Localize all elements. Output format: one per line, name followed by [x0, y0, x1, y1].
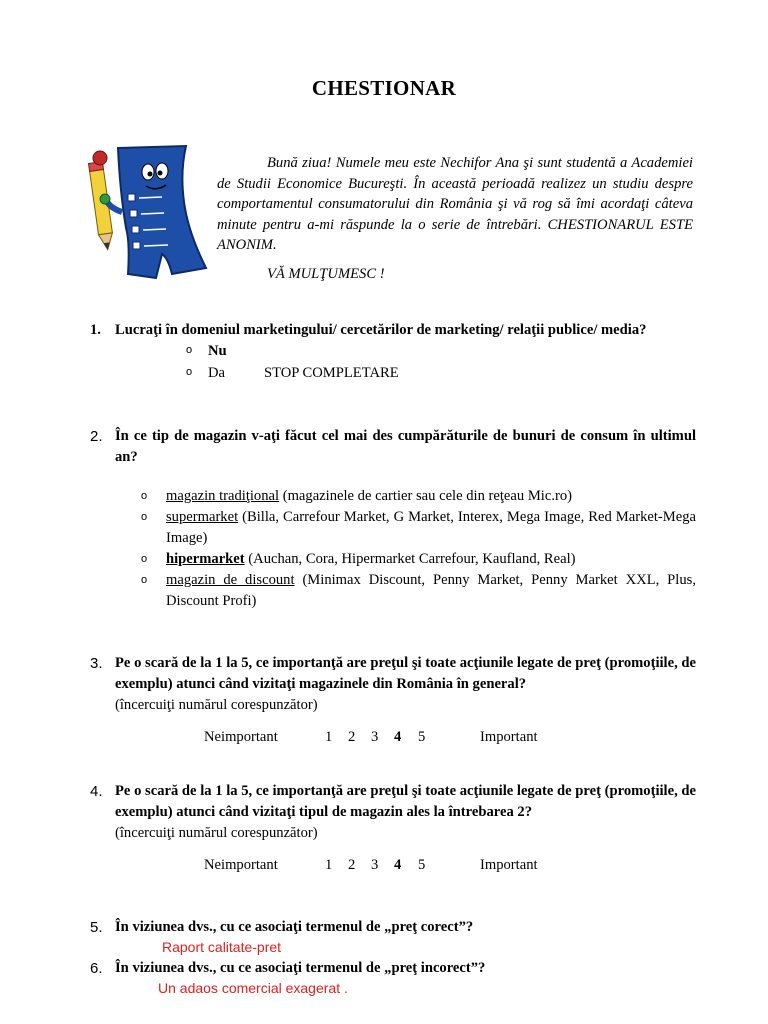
question-5 — [90, 917, 696, 938]
question-number: 6. — [90, 960, 103, 977]
question-hint: (încercuiţi numărul corespunzător) — [115, 697, 318, 713]
option-label: supermarket — [166, 509, 239, 525]
scale-value-1[interactable]: 1 — [325, 729, 333, 745]
question-4 — [90, 781, 696, 844]
option-label: Da — [208, 365, 226, 381]
option-da[interactable] — [186, 363, 486, 384]
answer-q5[interactable]: Raport calitate-pret — [162, 939, 282, 955]
answer-q6[interactable]: Un adaos comercial exagerat . — [158, 980, 348, 996]
option-magazin-traditional[interactable]: o magazin tradiţional (magazinele de cartier sau cele din reţeau Mic.ro) — [141, 488, 572, 504]
option-detail: (magazinele de cartier sau cele din reţeau Mic.ro) — [279, 488, 572, 504]
question-1 — [90, 320, 696, 341]
stop-note: STOP COMPLETARE — [264, 365, 399, 381]
scale-value-3[interactable]: 3 — [371, 857, 379, 873]
scale-value-4-selected[interactable]: 4 — [394, 857, 402, 873]
question-number: 5. — [90, 919, 103, 936]
option-hipermarket[interactable]: o hipermarket (Auchan, Cora, Hipermarket Carrefour, Kaufland, Real) — [141, 551, 576, 567]
question-number: 4. — [90, 783, 103, 800]
scale-value-5[interactable]: 5 — [418, 857, 426, 873]
question-text: În viziunea dvs., cu ce asociaţi termenul de „preţ corect”? — [115, 919, 474, 935]
option-bullet: o — [186, 366, 193, 378]
question-hint: (încercuiţi numărul corespunzător) — [115, 825, 318, 841]
intro-text: Bună ziua! Numele meu este Nechifor Ana şi sunt studentă a Academiei de Studii Economice Bucureşti. În această perioadă realizez un studiu despre comportamentul consumatorului din România şi vă rog să îmi acordaţi câteva minute pentru a-mi răspunde la o serie de întrebări. CHESTIONARUL ESTE ANONIM. — [217, 155, 693, 254]
option-label: magazin de discount — [166, 572, 295, 588]
option-detail: (Minimax Discount, Penny Market, Penny Market XXL, Plus, Discount Profi) — [166, 572, 696, 609]
question-number: 3. — [90, 655, 103, 672]
scale-low-label: Neimportant — [204, 857, 278, 873]
question-number: 2. — [90, 428, 103, 445]
document-title: CHESTIONAR — [311, 76, 457, 100]
option-magazin-discount[interactable]: o magazin de discount (Minimax Discount, Penny Market, Penny Market XXL, Plus, Discount Profi) — [141, 572, 696, 609]
q3-rating-scale — [0, 729, 768, 749]
question-text: În ce tip de magazin v-aţi făcut cel mai des cumpărăturile de bunuri de consum în ultimul an? — [115, 428, 696, 465]
option-supermarket[interactable]: o supermarket (Billa, Carrefour Market, G Market, Interex, Mega Image, Red Market-Mega Image) — [141, 509, 696, 546]
question-3 — [90, 653, 696, 716]
question-text: În viziunea dvs., cu ce asociaţi termenul de „preţ incorect”? — [115, 960, 486, 976]
scale-value-2[interactable]: 2 — [348, 857, 356, 873]
thanks-text: VĂ MULŢUMESC ! — [267, 266, 385, 282]
question-text: Pe o scară de la 1 la 5, ce importanţă are preţul şi toate acţiunile legate de preţ (promoţiile, de exemplu) atunci când vizitaţi magazinele din România în general? — [115, 655, 696, 692]
scale-value-1[interactable]: 1 — [325, 857, 333, 873]
option-nu[interactable] — [186, 341, 227, 362]
option-bullet: o — [186, 344, 193, 356]
option-detail: (Billa, Carrefour Market, G Market, Interex, Mega Image, Red Market-Mega Image) — [166, 509, 696, 546]
scale-value-4-selected[interactable]: 4 — [394, 729, 402, 745]
question-6 — [90, 958, 696, 979]
question-number: 1. — [90, 322, 101, 338]
option-label: Nu — [208, 343, 227, 359]
option-label: magazin tradiţional — [166, 488, 280, 504]
option-label: hipermarket — [166, 551, 245, 567]
scale-value-3[interactable]: 3 — [371, 729, 379, 745]
scale-high-label: Important — [480, 729, 538, 745]
q2-options — [141, 486, 696, 612]
option-detail: (Auchan, Cora, Hipermarket Carrefour, Kaufland, Real) — [244, 551, 576, 567]
question-text: Lucraţi în domeniul marketingului/ cercetărilor de marketing/ relaţii publice/ media? — [115, 322, 647, 338]
questionnaire-mascot-icon — [76, 142, 216, 284]
scale-value-2[interactable]: 2 — [348, 729, 356, 745]
question-text: Pe o scară de la 1 la 5, ce importanţă are preţul şi toate acţiunile legate de preţ (promoţiile, de exemplu) atunci când vizitaţi tipul de magazin ales la întrebarea 2? — [115, 783, 696, 820]
scale-value-5[interactable]: 5 — [418, 729, 426, 745]
scale-high-label: Important — [480, 857, 538, 873]
intro-paragraph — [217, 153, 693, 256]
q4-rating-scale — [0, 857, 768, 877]
question-2 — [90, 426, 696, 468]
scale-low-label: Neimportant — [204, 729, 278, 745]
